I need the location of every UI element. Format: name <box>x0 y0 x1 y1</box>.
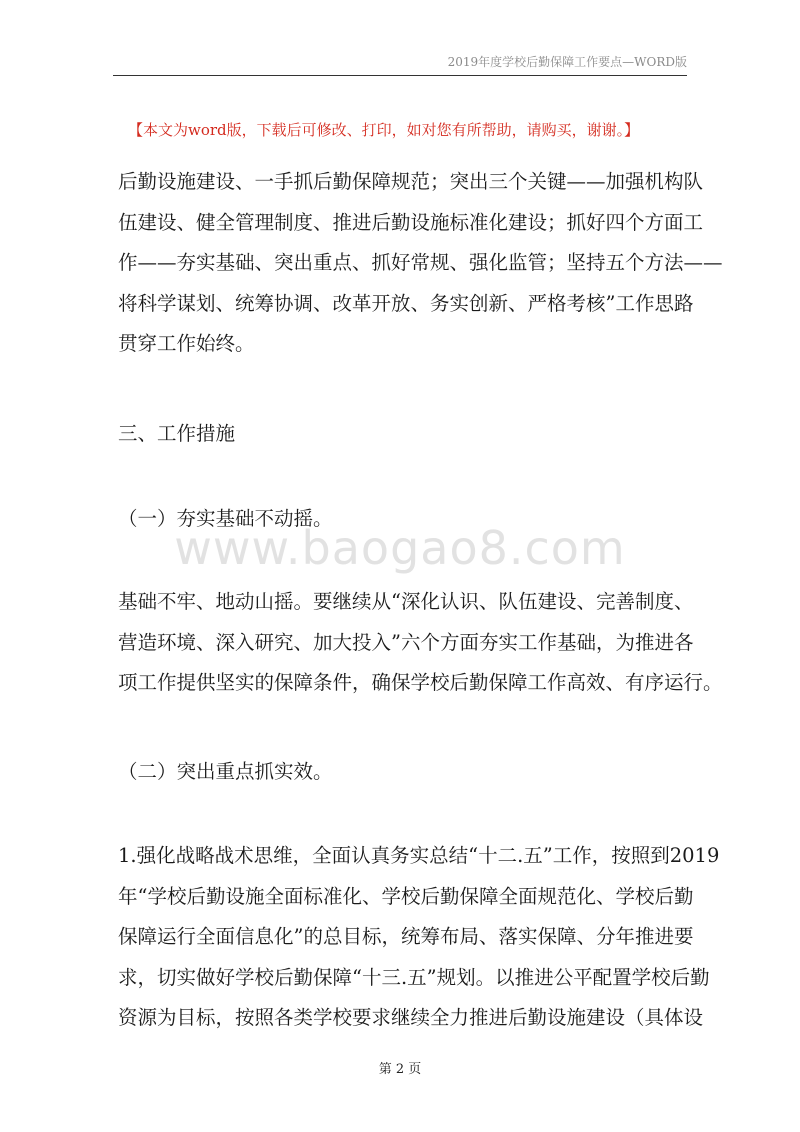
text-line: 求，切实做好学校后勤保障“十三.五”规划。以推进公平配置学校后勤 <box>118 965 710 989</box>
text-line: 贯穿工作始终。 <box>118 332 255 355</box>
body-paragraph-2 <box>118 582 723 704</box>
text-line: 将科学谋划、统筹协调、改革开放、务实创新、严格考核”工作思路 <box>118 291 694 315</box>
running-header: 2019年度学校后勤保障工作要点—WORD版 <box>447 55 687 69</box>
text-line: 三、工作措施 <box>118 422 236 445</box>
text-line: 项工作提供坚实的保障条件，确保学校后勤保障工作高效、有序运行。 <box>118 671 723 694</box>
watermark: www.baogao8.com <box>174 521 626 575</box>
subsection-heading-2 <box>118 752 692 793</box>
text-line: 保障运行全面信息化”的总目标，统筹布局、落实保障、分年推进要 <box>118 925 694 948</box>
text-line: 年“学校后勤设施全面标准化、学校后勤保障全面规范化、学校后勤 <box>118 884 694 908</box>
page-number: 第 2 页 <box>378 1062 422 1077</box>
header-rule <box>113 75 687 76</box>
text-line: 营造环境、深入研究、加大投入”六个方面夯实工作基础，为推进各 <box>118 630 694 654</box>
text-line: （一）夯实基础不动摇。 <box>118 507 333 530</box>
text-line: 伍建设、健全管理制度、推进后勤设施标准化建设；抓好四个方面工 <box>118 210 704 234</box>
text-line: 1.强化战略战术思维，全面认真务实总结“十二.五”工作，按照到2019 <box>118 844 720 867</box>
text-line: 作——夯实基础、突出重点、抓好常规、强化监管；坚持五个方法—— <box>118 251 723 274</box>
section-heading <box>118 414 692 455</box>
text-line: （二）突出重点抓实效。 <box>118 760 333 783</box>
text-line: 基础不牢、地动山摇。要继续从“深化认识、队伍建设、完善制度、 <box>118 590 694 613</box>
body-paragraph-1 <box>118 162 723 365</box>
body-paragraph-3 <box>118 836 720 1039</box>
text-line: 资源为目标，按照各类学校要求继续全力推进后勤设施建设（具体设 <box>118 1006 704 1029</box>
download-notice: 【本文为word版，下载后可修改、打印，如对您有所帮助，请购买，谢谢。】 <box>128 121 640 139</box>
text-line: 后勤设施建设、一手抓后勤保障规范；突出三个关键——加强机构队 <box>118 170 704 193</box>
